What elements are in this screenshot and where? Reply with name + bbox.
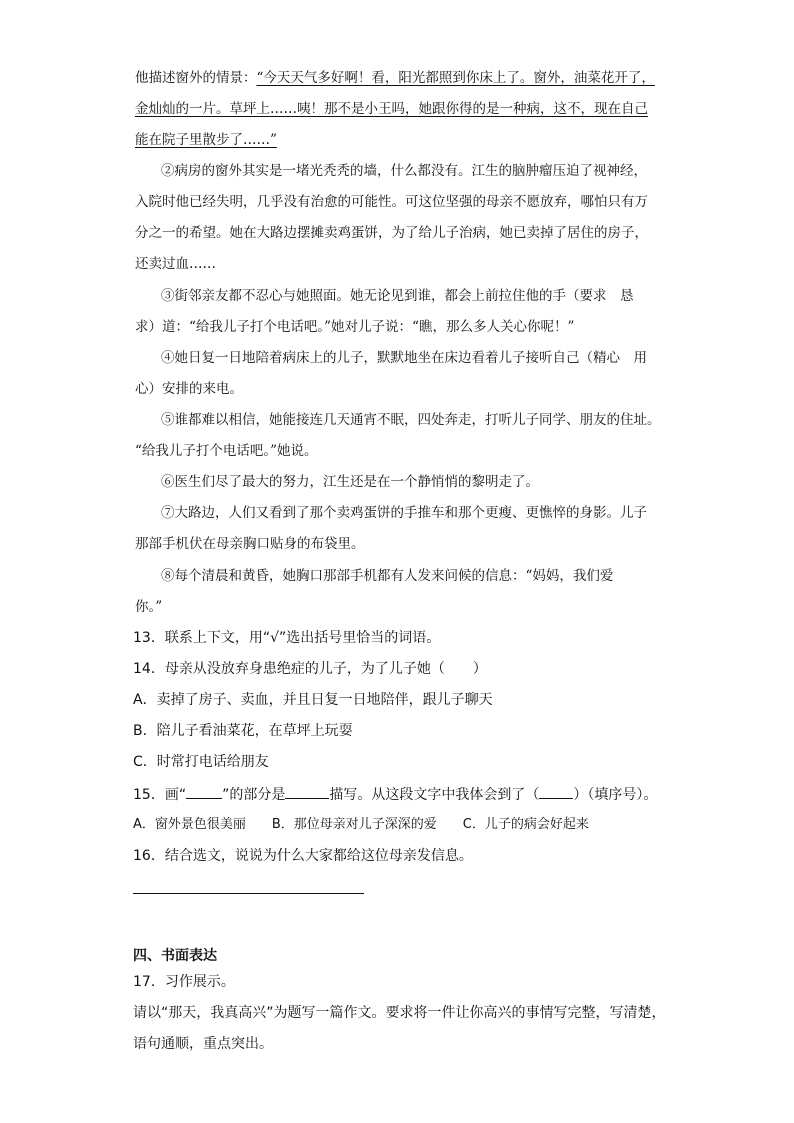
question-13: 13．联系上下文，用“√”选出括号里恰当的词语。 bbox=[133, 630, 441, 646]
question-15-part-2: ”的部分是 bbox=[222, 787, 286, 803]
question-14-option-b: B．陪儿子看油菜花，在草坪上玩耍 bbox=[133, 723, 353, 739]
underlined-description-a: “今天天气多好啊！看，阳光都照到你床上了。窗外，油菜花开了， bbox=[256, 70, 655, 86]
question-15-options: A．窗外景色很美丽 B．那位母亲对儿子深深的爱 C．儿子的病会好起来 bbox=[133, 817, 589, 832]
passage-line-1 bbox=[135, 68, 655, 88]
passage-p2-a: ②病房的窗外其实是一堵光秃秃的墙，什么都没有。江生的脑肿瘤压迫了视神经， bbox=[161, 163, 647, 179]
passage-p1-lead: 他描述窗外的情景： bbox=[135, 70, 257, 86]
underlined-description-b: 金灿灿的一片。草坪上……咦！那不是小王吗，她跟你得的是一种病，这不，现在自己 bbox=[135, 101, 648, 117]
question-14: 14．母亲从没放弃身患绝症的儿子，为了儿子她（ ） bbox=[133, 661, 487, 677]
underline-marker-blank bbox=[186, 784, 222, 799]
passage-p7-a: ⑦大路边，人们又看到了那个卖鸡蛋饼的手推车和那个更瘦、更憔悴的身影。儿子 bbox=[161, 505, 647, 521]
passage-p2-c: 分之一的希望。她在大路边摆摊卖鸡蛋饼，为了给儿子治病，她已卖掉了居住的房子， bbox=[135, 225, 648, 241]
question-15-part-4: ）（填序号）。 bbox=[573, 787, 658, 803]
passage-p4-b: 心）安排的来电。 bbox=[135, 381, 243, 397]
question-15-part-3: 描写。从这段文字中我体会到了（ bbox=[329, 787, 540, 803]
passage-p3-b: 求）道：“给我儿子打个电话吧。”她对儿子说：“瞧，那么多人关心你呢！” bbox=[135, 319, 575, 335]
passage-p2-b: 入院时他已经失明，几乎没有治愈的可能性。可这位坚强的母亲不愿放弃，哪怕只有万 bbox=[135, 194, 648, 210]
question-14-option-a: A．卖掉了房子、卖血，并且日复一日地陪伴，跟儿子聊天 bbox=[133, 692, 493, 708]
passage-p6: ⑥医生们尽了最大的努力，江生还是在一个静悄悄的黎明走了。 bbox=[161, 474, 539, 490]
passage-p2-d: 还卖过血…… bbox=[135, 256, 216, 272]
question-16-answer-line[interactable] bbox=[133, 893, 364, 894]
answer-blank-description-type[interactable] bbox=[285, 784, 329, 799]
passage-p5-b: “给我儿子打个电话吧。”她说。 bbox=[135, 443, 318, 459]
question-16: 16．结合选文，说说为什么大家都给这位母亲发信息。 bbox=[133, 848, 473, 864]
question-14-option-c: C．时常打电话给朋友 bbox=[133, 754, 269, 770]
question-15-part-1: 15．画“ bbox=[133, 787, 187, 803]
passage-p8-b: 你。” bbox=[135, 599, 163, 615]
passage-p8-a: ⑧每个清晨和黄昏，她胸口那部手机都有人发来问候的信息：“妈妈，我们爱 bbox=[161, 568, 614, 584]
passage-p5-a: ⑤谁都难以相信，她能接连几天通宵不眠，四处奔走，打听儿子同学、朋友的住址。 bbox=[161, 412, 661, 428]
writing-prompt-b: 语句通顺，重点突出。 bbox=[133, 1036, 273, 1052]
passage-p4-a: ④她日复一日地陪着病床上的儿子，默默地坐在床边看着儿子接听自己（精心 用 bbox=[161, 350, 647, 366]
answer-blank-choice[interactable] bbox=[539, 784, 573, 799]
writing-prompt-a: 请以“那天，我真高兴”为题写一篇作文。要求将一件让你高兴的事情写完整，写清楚， bbox=[133, 1005, 666, 1021]
question-17: 17．习作展示。 bbox=[133, 974, 235, 990]
question-15 bbox=[133, 784, 657, 805]
passage-p7-b: 那部手机伏在母亲胸口贴身的布袋里。 bbox=[135, 536, 365, 552]
passage-p3-a: ③街邻亲友都不忍心与她照面。她无论见到谁，都会上前拉住他的手（要求 恳 bbox=[161, 288, 634, 304]
section-4-heading: 四、书面表达 bbox=[133, 948, 217, 964]
underlined-description-c: 能在院子里散步了……” bbox=[135, 132, 277, 148]
